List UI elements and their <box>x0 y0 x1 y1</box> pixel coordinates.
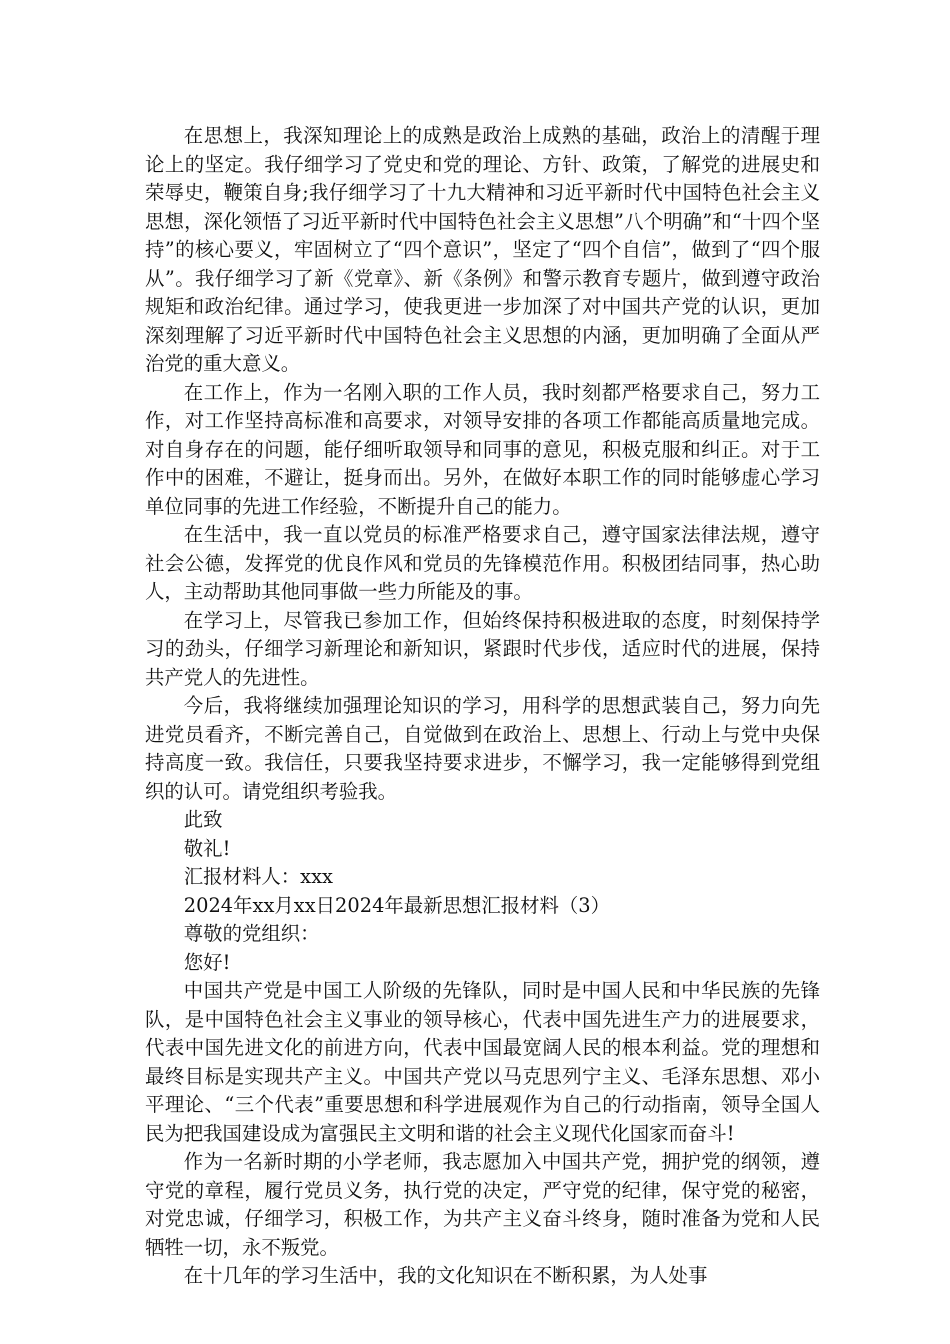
paragraph-thought: 在思想上，我深知理论上的成熟是政治上成熟的基础，政治上的清醒于理论上的坚定。我仔细学习了党史和党的理论、方针、政策，了解党的进展史和荣辱史，鞭策自身;我仔细学习了十九大精神和习近平新时代中国特色社会主义思想，深化领悟了习近平新时代中国特色社会主义思想”八个明确”和“十四个坚持”的核心要义，牢固树立了“四个意识”，坚定了“四个自信”，做到了“四个服从”。我仔细学习了新《党章》、新《条例》和警示教育专题片，做到遵守政治规矩和政治纪律。通过学习，使我更进一步加深了对中国共产党的认识，更加深刻理解了习近平新时代中国特色社会主义思想的内涵，更加明确了全面从严治党的重大意义。 <box>145 124 820 375</box>
closing-salutation: 此致 <box>183 808 223 831</box>
paragraph-future: 今后，我将继续加强理论知识的学习，用科学的思想武装自己，努力向先进党员看齐，不断完善自己，自觉做到在政治上、思想上、行动上与党中央保持高度一致。我信任，只要我坚持要求进步，不懈学习，我一定能够得到党组织的认可。请党组织考验我。 <box>145 694 820 803</box>
paragraph-study-life: 在十几年的学习生活中，我的文化知识在不断积累，为人处事 <box>183 1264 708 1287</box>
closing-regards: 敬礼! <box>183 836 231 860</box>
greeting-recipient: 尊敬的党组织： <box>183 922 320 945</box>
reporter-name: 汇报材料人：xxx <box>183 865 333 888</box>
greeting-hello: 您好! <box>183 950 231 974</box>
report-date-and-next-title: 2024年xx月xx日2024年最新思想汇报材料（3） <box>183 893 611 917</box>
paragraph-life: 在生活中，我一直以党员的标准严格要求自己，遵守国家法律法规，遵守社会公德，发挥党的优良作风和党员的先锋模范作用。积极团结同事，热心助人，主动帮助其他同事做一些力所能及的事。 <box>145 523 820 603</box>
paragraph-work: 在工作上，作为一名刚入职的工作人员，我时刻都严格要求自己，努力工作，对工作坚持高标准和高要求，对领导安排的各项工作都能高质量地完成。对自身存在的问题，能仔细听取领导和同事的意见，积极克服和纠正。对于工作中的困难，不避让，挺身而出。另外，在做好本职工作的同时能够虚心学习单位同事的先进工作经验，不断提升自己的能力。 <box>145 380 820 518</box>
paragraph-study: 在学习上，尽管我已参加工作，但始终保持积极进取的态度，时刻保持学习的劲头，仔细学习新理论和新知识，紧跟时代步伐，适应时代的进展，保持共产党人的先进性。 <box>145 608 820 689</box>
paragraph-party-intro: 中国共产党是中国工人阶级的先锋队，同时是中国人民和中华民族的先锋队，是中国特色社会主义事业的领导核心，代表中国先进生产力的进展要求，代表中国先进文化的前进方向，代表中国最宽阔人民的根本利益。党的理想和最终目标是实现共产主义。中国共产党以马克思列宁主义、毛泽东思想、邓小平理论、“三个代表”重要思想和科学进展观作为自己的行动指南，领导全国人民为把我国建设成为富强民主文明和谐的社会主义现代化国家而奋斗! <box>145 979 820 1145</box>
paragraph-pledge: 作为一名新时期的小学老师，我志愿加入中国共产党，拥护党的纲领，遵守党的章程，履行党员义务，执行党的决定，严守党的纪律，保守党的秘密，对党忠诚，仔细学习，积极工作，为共产主义奋斗终身，随时准备为党和人民牺牲一切，永不叛党。 <box>145 1150 820 1259</box>
document-body <box>145 122 820 1291</box>
